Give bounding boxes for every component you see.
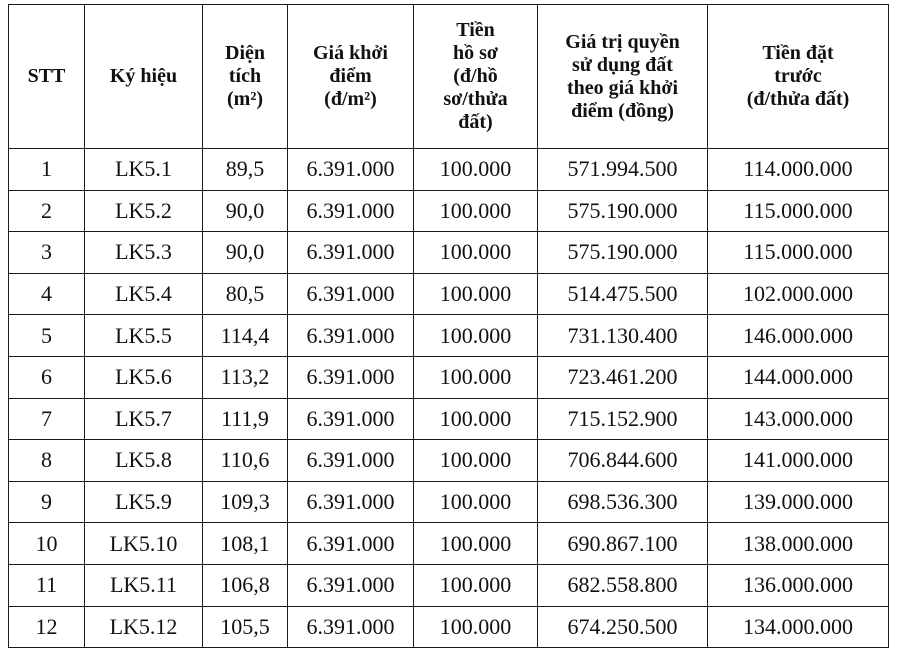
cell-gia-tri: 698.536.300 xyxy=(538,481,708,523)
cell-gia-tri: 731.130.400 xyxy=(538,315,708,357)
header-line: (m²) xyxy=(227,88,263,110)
cell-tien-dat-truoc: 144.000.000 xyxy=(708,356,889,398)
cell-tien-ho-so: 100.000 xyxy=(414,190,538,232)
land-plot-table xyxy=(8,4,889,648)
cell-tien-ho-so: 100.000 xyxy=(414,564,538,606)
cell-tien-ho-so: 100.000 xyxy=(414,398,538,440)
table-row xyxy=(9,523,889,565)
cell-gia-tri: 575.190.000 xyxy=(538,190,708,232)
cell-stt: 12 xyxy=(9,606,85,648)
cell-gia-khoi-diem: 6.391.000 xyxy=(288,398,414,440)
cell-gia-khoi-diem: 6.391.000 xyxy=(288,273,414,315)
cell-gia-tri: 690.867.100 xyxy=(538,523,708,565)
cell-gia-tri: 571.994.500 xyxy=(538,149,708,191)
cell-dien-tich: 108,1 xyxy=(203,523,288,565)
cell-ky-hieu: LK5.3 xyxy=(85,232,203,274)
cell-dien-tich: 110,6 xyxy=(203,440,288,482)
table-row xyxy=(9,440,889,482)
cell-dien-tich: 90,0 xyxy=(203,232,288,274)
header-gia-tri-quyen-su-dung-dat xyxy=(538,5,708,149)
cell-gia-khoi-diem: 6.391.000 xyxy=(288,440,414,482)
cell-ky-hieu: LK5.7 xyxy=(85,398,203,440)
cell-tien-ho-so: 100.000 xyxy=(414,232,538,274)
header-line: điểm xyxy=(329,65,372,87)
header-line: Diện xyxy=(225,42,265,64)
cell-stt: 9 xyxy=(9,481,85,523)
cell-tien-dat-truoc: 143.000.000 xyxy=(708,398,889,440)
cell-gia-khoi-diem: 6.391.000 xyxy=(288,481,414,523)
cell-ky-hieu: LK5.10 xyxy=(85,523,203,565)
cell-tien-ho-so: 100.000 xyxy=(414,315,538,357)
cell-dien-tich: 80,5 xyxy=(203,273,288,315)
cell-gia-khoi-diem: 6.391.000 xyxy=(288,232,414,274)
cell-tien-ho-so: 100.000 xyxy=(414,356,538,398)
cell-gia-tri: 706.844.600 xyxy=(538,440,708,482)
cell-tien-dat-truoc: 138.000.000 xyxy=(708,523,889,565)
table-row xyxy=(9,232,889,274)
cell-dien-tich: 105,5 xyxy=(203,606,288,648)
cell-tien-dat-truoc: 134.000.000 xyxy=(708,606,889,648)
cell-dien-tich: 111,9 xyxy=(203,398,288,440)
cell-gia-khoi-diem: 6.391.000 xyxy=(288,190,414,232)
cell-tien-dat-truoc: 115.000.000 xyxy=(708,190,889,232)
cell-gia-tri: 682.558.800 xyxy=(538,564,708,606)
header-line: (đ/thửa đất) xyxy=(746,88,850,110)
header-line: Tiền xyxy=(456,19,495,41)
cell-stt: 8 xyxy=(9,440,85,482)
table-row xyxy=(9,398,889,440)
table-row xyxy=(9,315,889,357)
header-line: hồ sơ xyxy=(453,42,498,64)
cell-stt: 6 xyxy=(9,356,85,398)
cell-dien-tich: 109,3 xyxy=(203,481,288,523)
table-row xyxy=(9,273,889,315)
table-row xyxy=(9,606,889,648)
cell-tien-ho-so: 100.000 xyxy=(414,606,538,648)
cell-tien-dat-truoc: 115.000.000 xyxy=(708,232,889,274)
header-line: theo giá khởi xyxy=(566,76,679,99)
table-body xyxy=(9,149,889,648)
header-tien-ho-so xyxy=(414,5,538,149)
table-row xyxy=(9,481,889,523)
header-line: (đ/m²) xyxy=(324,88,377,110)
cell-stt: 2 xyxy=(9,190,85,232)
cell-gia-khoi-diem: 6.391.000 xyxy=(288,606,414,648)
header-line: trước xyxy=(774,65,822,87)
cell-gia-tri: 575.190.000 xyxy=(538,232,708,274)
header-line: điểm (đồng) xyxy=(571,99,674,122)
cell-stt: 7 xyxy=(9,398,85,440)
cell-dien-tich: 106,8 xyxy=(203,564,288,606)
cell-gia-tri: 715.152.900 xyxy=(538,398,708,440)
cell-gia-khoi-diem: 6.391.000 xyxy=(288,315,414,357)
cell-ky-hieu: LK5.4 xyxy=(85,273,203,315)
cell-tien-dat-truoc: 136.000.000 xyxy=(708,564,889,606)
cell-tien-ho-so: 100.000 xyxy=(414,149,538,191)
cell-ky-hieu: LK5.1 xyxy=(85,149,203,191)
cell-ky-hieu: LK5.5 xyxy=(85,315,203,357)
header-dien-tich xyxy=(203,5,288,149)
header-line: Ký hiệu xyxy=(109,65,178,87)
header-line: (đ/hồ xyxy=(453,65,498,87)
cell-gia-tri: 723.461.200 xyxy=(538,356,708,398)
table-row xyxy=(9,190,889,232)
cell-gia-tri: 674.250.500 xyxy=(538,606,708,648)
header-line: đất) xyxy=(458,111,493,133)
table-row xyxy=(9,149,889,191)
cell-ky-hieu: LK5.2 xyxy=(85,190,203,232)
header-line: tích xyxy=(228,65,262,87)
header-line: STT xyxy=(27,65,66,87)
header-ky-hieu xyxy=(85,5,203,149)
cell-ky-hieu: LK5.6 xyxy=(85,356,203,398)
cell-ky-hieu: LK5.9 xyxy=(85,481,203,523)
header-line: Giá khởi xyxy=(313,42,388,64)
cell-gia-khoi-diem: 6.391.000 xyxy=(288,356,414,398)
cell-gia-khoi-diem: 6.391.000 xyxy=(288,564,414,606)
header-line: sơ/thửa xyxy=(443,88,508,110)
cell-tien-ho-so: 100.000 xyxy=(414,273,538,315)
header-row xyxy=(9,5,889,149)
header-line: sử dụng đất xyxy=(572,53,673,76)
cell-dien-tich: 90,0 xyxy=(203,190,288,232)
table-row xyxy=(9,356,889,398)
cell-tien-dat-truoc: 139.000.000 xyxy=(708,481,889,523)
cell-dien-tich: 89,5 xyxy=(203,149,288,191)
cell-gia-khoi-diem: 6.391.000 xyxy=(288,149,414,191)
table-row xyxy=(9,564,889,606)
cell-ky-hieu: LK5.12 xyxy=(85,606,203,648)
cell-tien-ho-so: 100.000 xyxy=(414,440,538,482)
cell-stt: 1 xyxy=(9,149,85,191)
header-line: Tiền đặt xyxy=(762,42,834,64)
cell-ky-hieu: LK5.8 xyxy=(85,440,203,482)
cell-stt: 4 xyxy=(9,273,85,315)
cell-stt: 11 xyxy=(9,564,85,606)
cell-tien-dat-truoc: 102.000.000 xyxy=(708,273,889,315)
cell-stt: 5 xyxy=(9,315,85,357)
cell-ky-hieu: LK5.11 xyxy=(85,564,203,606)
header-gia-khoi-diem xyxy=(288,5,414,149)
cell-tien-ho-so: 100.000 xyxy=(414,481,538,523)
cell-stt: 3 xyxy=(9,232,85,274)
cell-stt: 10 xyxy=(9,523,85,565)
cell-dien-tich: 114,4 xyxy=(203,315,288,357)
cell-dien-tich: 113,2 xyxy=(203,356,288,398)
cell-gia-khoi-diem: 6.391.000 xyxy=(288,523,414,565)
cell-tien-dat-truoc: 141.000.000 xyxy=(708,440,889,482)
cell-tien-dat-truoc: 146.000.000 xyxy=(708,315,889,357)
cell-tien-dat-truoc: 114.000.000 xyxy=(708,149,889,191)
header-stt xyxy=(9,5,85,149)
cell-tien-ho-so: 100.000 xyxy=(414,523,538,565)
header-tien-dat-truoc xyxy=(708,5,889,149)
header-line: Giá trị quyền xyxy=(565,30,680,53)
cell-gia-tri: 514.475.500 xyxy=(538,273,708,315)
